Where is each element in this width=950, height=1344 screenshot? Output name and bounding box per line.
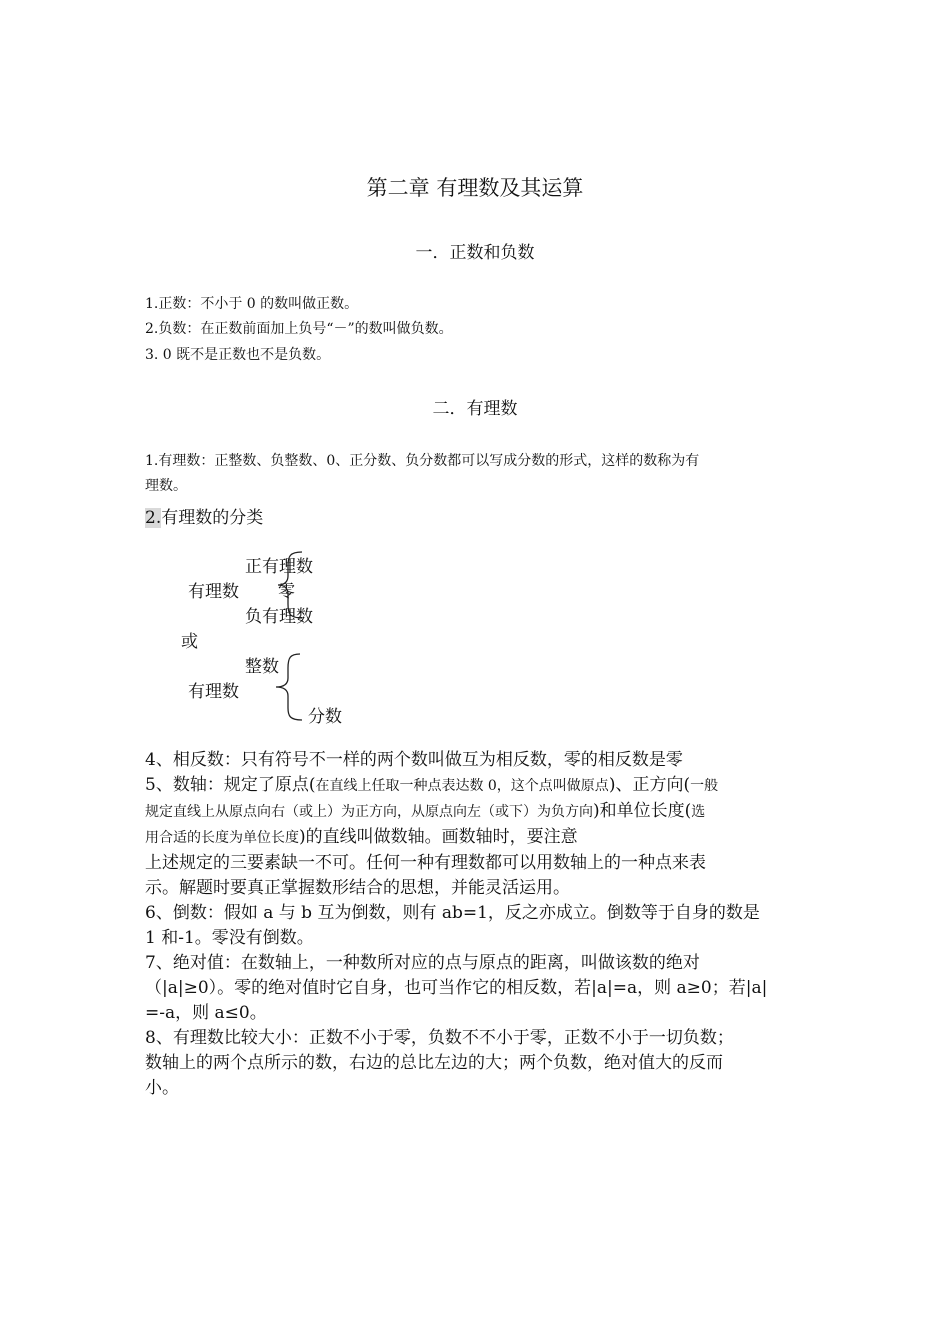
paragraph-absolute-value: 7、绝对值：在数轴上，一种数所对应的点与原点的距离，叫做该数的绝对 bbox=[145, 953, 700, 973]
body-paragraphs bbox=[145, 748, 807, 1101]
brace-icon bbox=[268, 650, 308, 722]
diagram-root: 有理数 bbox=[188, 582, 239, 602]
text-run: 在直线上任取一种点表达数 0，这个点叫做原点 bbox=[315, 778, 609, 794]
text-run: 规定直线上从原点向右（或上）为正方向，从原点向左（或下）为负方向 bbox=[145, 804, 593, 820]
diagram-root: 有理数 bbox=[188, 682, 239, 702]
text-run: )和单位长度( bbox=[593, 801, 692, 821]
text-run: )、正方向( bbox=[608, 775, 691, 795]
definition-line: 1.有理数：正整数、负整数、0、正分数、负分数都可以写成分数的形式，这样的数称为有 bbox=[145, 453, 700, 469]
brace-icon bbox=[270, 550, 310, 620]
paragraph-compare: 数轴上的两个点所示的数，右边的总比左边的大；两个负数，绝对值大的反而 bbox=[145, 1053, 723, 1073]
list-item: 2.负数：在正数前面加上负号“－”的数叫做负数。 bbox=[145, 321, 453, 337]
list-item: 1.正数：不小于 0 的数叫做正数。 bbox=[145, 296, 359, 312]
section-heading-positive-negative: 一．正数和负数 bbox=[415, 243, 535, 263]
or-label: 或 bbox=[181, 632, 198, 652]
paragraph-absolute-value: =-a，则 a≤0。 bbox=[145, 1003, 267, 1023]
paragraph-number-line bbox=[145, 799, 807, 825]
branch-integer: 整数 bbox=[245, 657, 279, 677]
classification-heading bbox=[145, 503, 263, 528]
branch-positive-rational: 正有理数 bbox=[245, 557, 313, 577]
paragraph-reciprocal: 6、倒数：假如 a 与 b 互为倒数，则有 ab=1，反之亦成立。倒数等于自身的数是 bbox=[145, 903, 760, 923]
paragraph-reciprocal: 1 和-1。零没有倒数。 bbox=[145, 928, 314, 948]
paragraph-number-line bbox=[145, 825, 807, 851]
paragraph-compare: 小。 bbox=[145, 1078, 179, 1098]
paragraph-number-line: 示。解题时要真正掌握数形结合的思想，并能灵活运用。 bbox=[145, 878, 570, 898]
text-run: 5、数轴：规定了原点( bbox=[145, 775, 316, 795]
paragraph-opposite-numbers: 4、相反数：只有符号不一样的两个数叫做互为相反数，零的相反数是零 bbox=[145, 750, 683, 770]
list-item: 3. 0 既不是正数也不是负数。 bbox=[145, 347, 331, 363]
text-run: 选 bbox=[691, 804, 706, 820]
classification-title: 有理数的分类 bbox=[161, 508, 264, 528]
paragraph-number-line bbox=[145, 773, 807, 799]
section-heading-rational: 二．有理数 bbox=[432, 399, 518, 419]
text-run: 一般 bbox=[690, 778, 719, 794]
classification-number: 2. bbox=[145, 508, 162, 528]
branch-zero: 零 bbox=[278, 582, 295, 602]
page-title: 第二章 有理数及其运算 bbox=[366, 176, 584, 200]
paragraph-compare: 8、有理数比较大小：正数不小于零，负数不不小于零，正数不小于一切负数； bbox=[145, 1028, 734, 1048]
text-run: 用合适的长度为单位长度 bbox=[145, 830, 299, 846]
definition-line: 理数。 bbox=[145, 478, 187, 494]
paragraph-absolute-value: （|a|≥0）。零的绝对值时它自身，也可当作它的相反数，若|a|=a，则 a≥0；若|a| bbox=[145, 978, 768, 998]
text-run: )的直线叫做数轴。画数轴时，要注意 bbox=[299, 827, 578, 847]
paragraph-number-line: 上述规定的三要素缺一不可。任何一种有理数都可以用数轴上的一种点来表 bbox=[145, 853, 706, 873]
branch-negative-rational: 负有理数 bbox=[245, 607, 313, 627]
branch-fraction: 分数 bbox=[308, 707, 342, 727]
